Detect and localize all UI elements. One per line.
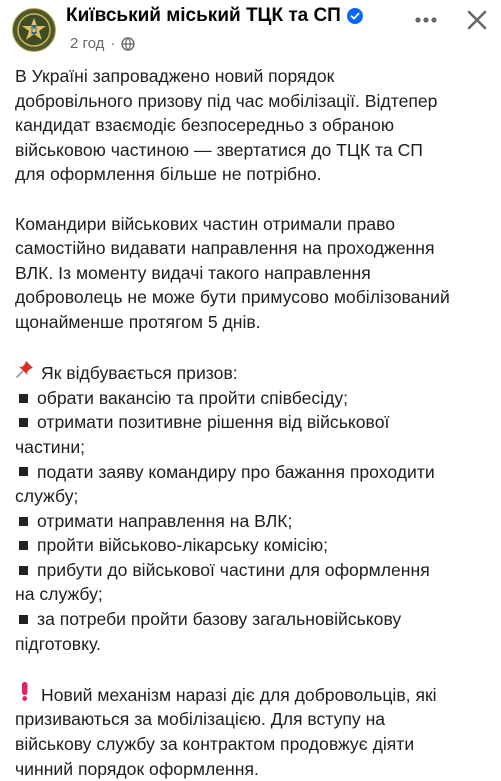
bullet-icon (19, 394, 28, 403)
list-item (15, 410, 497, 459)
list-item-text-cont: службу; (15, 486, 79, 507)
globe-icon[interactable] (121, 37, 135, 51)
paragraph-note (15, 681, 497, 781)
text-line: доброволець не може бути примусово мобілізований (15, 287, 450, 308)
close-button[interactable] (458, 2, 496, 38)
list-title-text: Як відбувається призов: (41, 363, 238, 384)
post-body (15, 64, 497, 781)
page-name[interactable] (66, 5, 363, 27)
list-item (15, 558, 497, 607)
bullet-icon (19, 418, 28, 427)
text-line: військову службу за контрактом продовжує діяти (15, 734, 415, 755)
list-item-text-cont: частини; (15, 436, 86, 457)
bullet-icon (19, 615, 28, 624)
close-icon (465, 8, 489, 32)
list-item-text-cont: на службу; (15, 584, 103, 605)
more-dots-icon (414, 16, 438, 24)
text-line: призиваються за мобілізацією. Для вступу на (15, 709, 386, 730)
text-line: самостійно видавати направлення на проходження (15, 238, 435, 259)
meta-separator: · (110, 35, 116, 52)
text-line: Новий механізм наразі діє для добровольців, які (41, 684, 437, 705)
page-name-text[interactable]: Київський міський ТЦК та СП (66, 5, 341, 26)
more-options-button[interactable] (408, 4, 444, 36)
list-item-text: отримати позитивне рішення від військової (37, 412, 390, 433)
list-item (15, 386, 497, 411)
steps-list (15, 386, 497, 657)
list-item (15, 533, 497, 558)
list-item (15, 509, 497, 534)
text-line: добровільного призову під час мобілізації. Відтепер (15, 90, 438, 111)
text-line: Командири військових частин отримали право (15, 213, 396, 234)
bullet-icon (19, 467, 28, 476)
bullet-icon (19, 517, 28, 526)
paragraph-intro (15, 64, 497, 187)
bullet-icon (19, 541, 28, 550)
text-line: В Україні запроваджено новий порядок (15, 66, 335, 86)
bullet-icon (19, 566, 28, 575)
list-item (15, 460, 497, 509)
page-avatar[interactable] (12, 8, 56, 52)
list-item-text: отримати направлення на ВЛК; (37, 510, 293, 531)
post-meta (70, 35, 135, 52)
text-line: ВЛК. Із моменту видачі такого направлення (15, 262, 371, 283)
pushpin-icon (15, 359, 37, 386)
emblem-icon (16, 12, 52, 48)
text-line: для оформлення більше не потрібно. (15, 164, 322, 185)
list-item-text-cont: підготовку. (15, 633, 101, 654)
note-line (15, 681, 497, 708)
list-item-text: пройти військово-лікарську комісію; (37, 535, 329, 556)
exclamation-icon (15, 681, 37, 708)
text-line: щонайменше протягом 5 днів. (15, 311, 261, 332)
text-line: кандидат взаємодіє безпосередньо з обраною (15, 115, 395, 136)
list-item-text: за потреби пройти базову загальновійськову (37, 609, 402, 630)
paragraph-commanders (15, 212, 497, 335)
list-title (15, 359, 497, 386)
text-line: військовою частиною — звертатися до ТЦК та СП (15, 139, 423, 160)
text-line: чинний порядок оформлення. (15, 758, 259, 779)
list-item-text: обрати вакансію та пройти співбесіду; (37, 387, 349, 408)
list-item (15, 607, 497, 656)
list-item-text: прибути до військової частини для оформлення (37, 559, 430, 580)
list-item-text: подати заяву командиру про бажання проходити (37, 461, 435, 482)
post-time[interactable]: 2 год (70, 35, 105, 52)
verified-badge-icon (347, 8, 363, 24)
post-header (0, 0, 501, 62)
